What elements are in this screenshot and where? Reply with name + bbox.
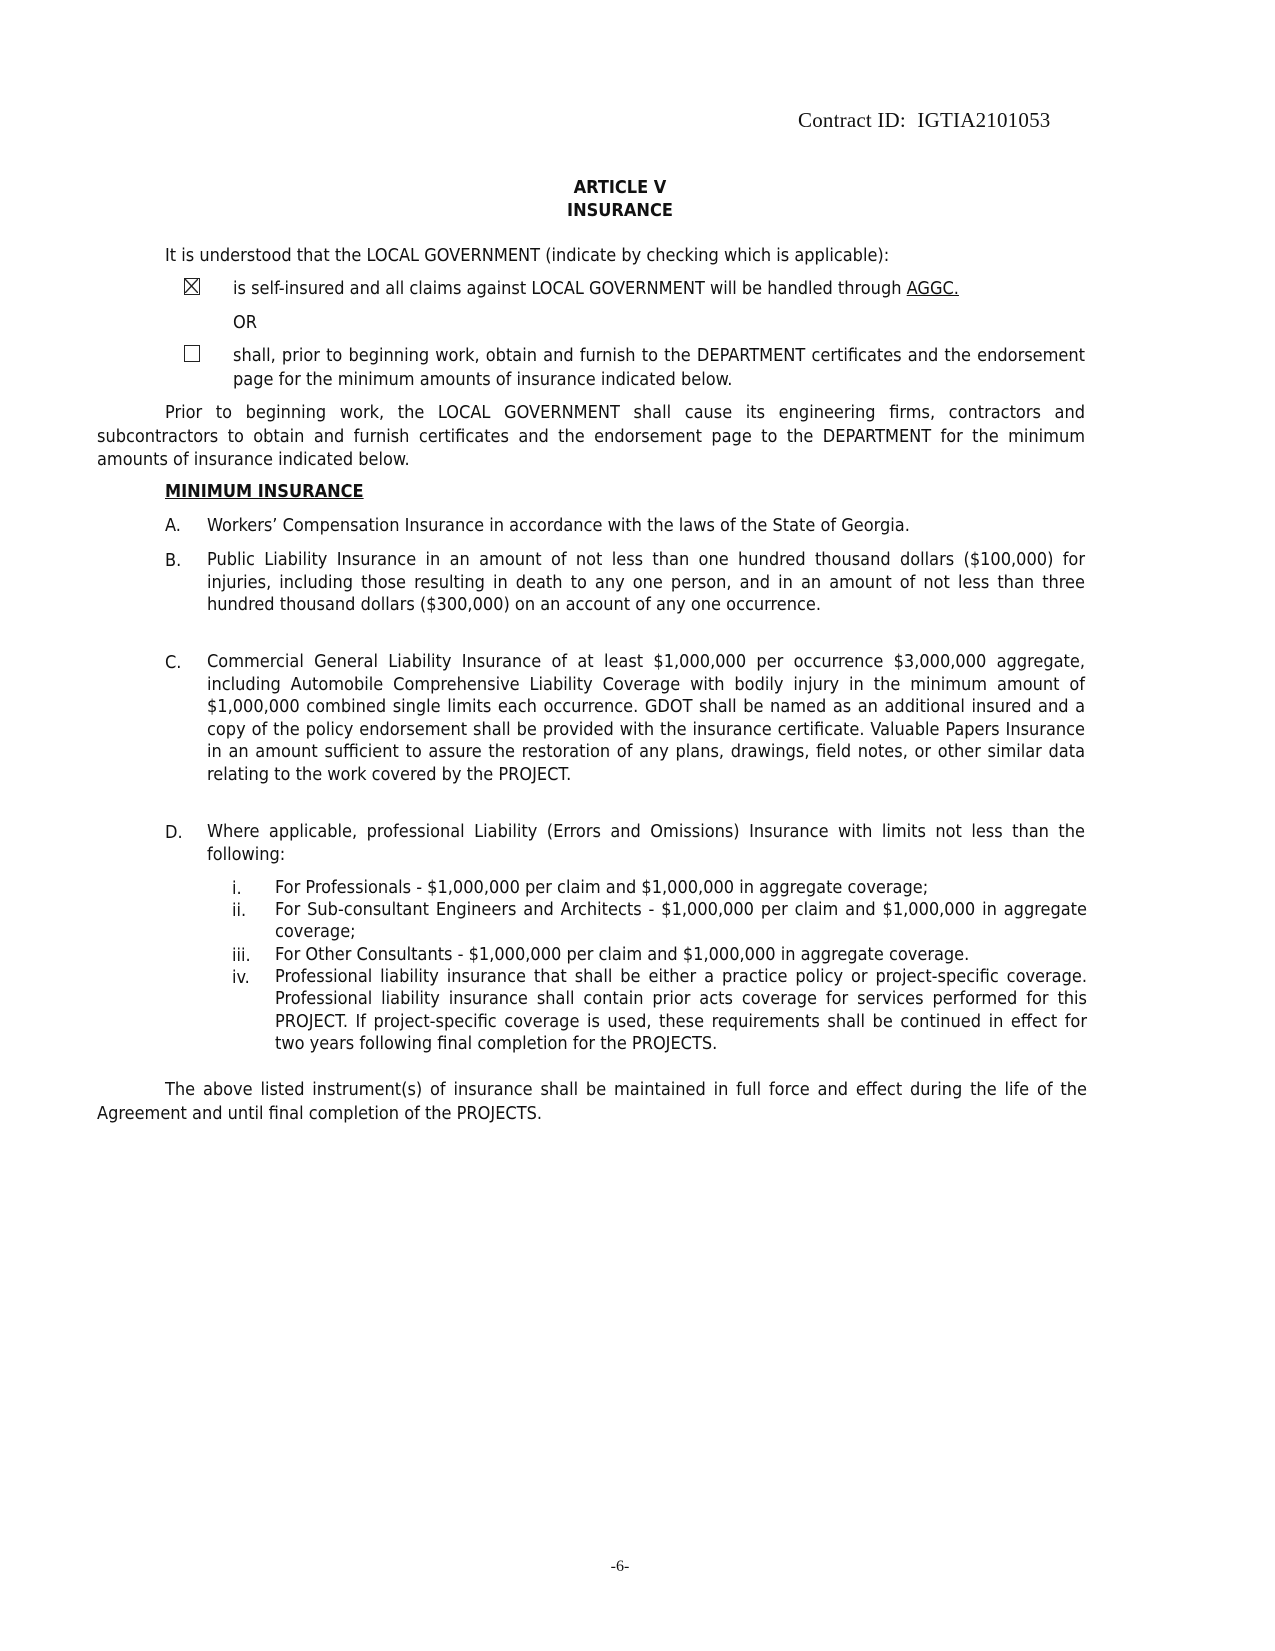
- contract-id-value: IGTIA2101053: [917, 108, 1051, 132]
- option-self-insured-text: is self-insured and all claims against LOCAL GOVERNMENT will be handled through: [233, 278, 907, 299]
- sub-item-label-iv: iv.: [232, 967, 250, 988]
- sub-item-label-i: i.: [232, 878, 242, 899]
- option-self-insured: [233, 277, 959, 301]
- sub-item-text-iii: For Other Consultants - $1,000,000 per claim and $1,000,000 in aggregate coverage.: [275, 944, 970, 965]
- furnish-certificates-checkbox[interactable]: [184, 345, 200, 362]
- item-text-b: Public Liability Insurance in an amount of not less than one hundred thousand dollars ($100,000) for injuries, including those resulting in death to any one person, and in an amount of not less than three hundred thousand dollars ($300,000) on an account of any one occurrence.: [207, 549, 1085, 616]
- option-furnish-certificates: shall, prior to beginning work, obtain and furnish to the DEPARTMENT certificates and the endorsement page for the minimum amounts of insurance indicated below.: [233, 345, 1085, 390]
- sub-item-text-ii: For Sub-consultant Engineers and Architects - $1,000,000 per claim and $1,000,000 in aggregate coverage;: [275, 899, 1087, 943]
- contract-id: [798, 108, 1050, 133]
- item-text-d: Where applicable, professional Liability (Errors and Omissions) Insurance with limits not less than the following:: [207, 821, 1085, 865]
- sub-item-text-i: For Professionals - $1,000,000 per claim and $1,000,000 in aggregate coverage;: [275, 877, 929, 898]
- or-separator: OR: [233, 312, 257, 333]
- article-title: INSURANCE: [567, 200, 673, 221]
- article-number: ARTICLE V: [573, 177, 667, 198]
- checkbox-x-icon: [185, 279, 198, 293]
- aggc-link[interactable]: AGGC.: [906, 278, 959, 299]
- item-label-a: A.: [165, 515, 181, 536]
- closing-paragraph: The above listed instrument(s) of insurance shall be maintained in full force and effect during the life of the Agreement and until final completion of the PROJECTS.: [97, 1079, 1087, 1124]
- intro-text: It is understood that the LOCAL GOVERNMENT (indicate by checking which is applicable):: [165, 245, 890, 266]
- prior-paragraph: Prior to beginning work, the LOCAL GOVERNMENT shall cause its engineering firms, contractors and subcontractors to obtain and furnish certificates and the endorsement page to the DEPARTMENT for the minimum amounts of insurance indicated below.: [97, 402, 1085, 470]
- contract-id-label: Contract ID:: [798, 108, 906, 132]
- item-text-a: Workers’ Compensation Insurance in accordance with the laws of the State of Georgia.: [207, 515, 910, 536]
- page-number: -6-: [610, 1558, 630, 1575]
- sub-item-text-iv: Professional liability insurance that shall be either a practice policy or project-specific coverage. Professional liability insurance shall contain prior acts coverage for services performed for this PROJECT. If project-specific coverage is used, these requirements shall be continued in effect for two years following final completion for the PROJECTS.: [275, 966, 1087, 1055]
- sub-item-label-iii: iii.: [232, 945, 251, 966]
- sub-item-label-ii: ii.: [232, 900, 247, 921]
- item-label-b: B.: [165, 550, 182, 571]
- minimum-insurance-heading: MINIMUM INSURANCE: [165, 481, 364, 502]
- item-label-d: D.: [165, 822, 183, 843]
- item-label-c: C.: [165, 652, 182, 673]
- item-text-c: Commercial General Liability Insurance of at least $1,000,000 per occurrence $3,000,000 aggregate, including Automobile Comprehensive Liability Coverage with bodily injury in the minimum amount of $1,000,000 combined single limits each occurrence. GDOT shall be named as an additional insured and a copy of the policy endorsement shall be provided with the insurance certificate. Valuable Papers Insurance in an amount sufficient to assure the restoration of any plans, drawings, field notes, or other similar data relating to the work covered by the PROJECT.: [207, 651, 1085, 785]
- self-insured-checkbox[interactable]: [184, 278, 200, 295]
